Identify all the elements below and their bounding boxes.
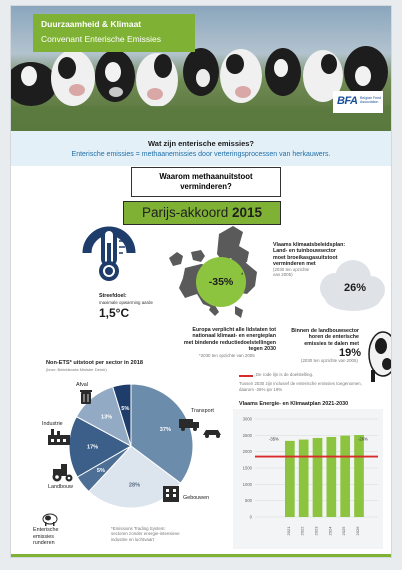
pie-footnote-1: *Emissions Trading System: — [111, 526, 166, 531]
pie-label-4: 17% — [86, 444, 99, 451]
pie-footnote-3: industrie en luchtvaart — [111, 536, 154, 542]
intro-banner — [11, 131, 391, 166]
flanders-note — [273, 267, 309, 278]
europe-percent-star: * — [241, 273, 244, 279]
why-line-2: verminderen? — [180, 182, 232, 191]
flanders-text-2: Land- en tuinbouwsector — [273, 248, 336, 255]
bar-ytick-2: 1000 — [242, 481, 252, 487]
intro-definition: Enterische emissies = methaanemissies door verteringsprocessen van herkauwers. — [71, 151, 331, 158]
bar-ytick-4: 2000 — [242, 449, 252, 455]
label-enterisch-1: Enterische — [33, 527, 59, 533]
legend-red-line — [239, 375, 253, 377]
why-box — [131, 167, 281, 197]
thermo-label-2: maximale opwarming aarde — [99, 300, 153, 305]
bar-chart-title: Vlaams Energie- en Klimaatplan 2021-2030 — [239, 401, 349, 407]
europe-text-2: nationaal klimaat- en energieplan — [192, 333, 276, 340]
livestock-text — [279, 328, 359, 347]
pie-label-1: 37% — [159, 426, 171, 433]
why-line-1: Waarom methaanuitstoot — [159, 172, 253, 181]
flanders-text-3: moet broeikasgasuitstoot — [273, 254, 338, 261]
bar-ytick-1: 500 — [245, 498, 252, 504]
label-landbouw: Landbouw — [48, 484, 73, 490]
livestock-text-1: Binnen de landbouwsector — [291, 328, 359, 334]
bar-annotation-left: -35% — [269, 436, 279, 442]
bar-2026 — [354, 435, 364, 517]
europe-text-1: Europa verplicht alle lidstaten tot — [192, 327, 276, 333]
bar-ytick-0: 0 — [249, 514, 252, 520]
label-enterisch-2: emissies — [33, 533, 54, 540]
europe-text — [166, 327, 276, 352]
hero-photo — [11, 6, 391, 131]
pie-label-6: 5% — [121, 405, 130, 412]
bar-2022 — [299, 440, 309, 517]
bar-xlabel-2026: 2026 — [355, 526, 361, 536]
pie-label-5: 13% — [100, 414, 113, 421]
bar-ytick-5: 2500 — [242, 432, 252, 438]
legend-text-1: De rode lijn is de doelstelling. — [256, 372, 314, 377]
header-title-box — [33, 14, 195, 52]
bar-annotation-right: -26% — [358, 436, 368, 442]
livestock-text-2: horen de enterische — [308, 334, 359, 341]
legend-text-3: daarom -26% ipv 19% — [239, 387, 283, 392]
bar-2024 — [327, 437, 337, 517]
pie-label-3: 5% — [96, 467, 105, 474]
europe-percent: -35% — [208, 276, 234, 288]
intro-question: Wat zijn enterische emissies? — [147, 139, 254, 148]
thermometer-icon — [79, 221, 139, 283]
bottom-accent-bar — [11, 554, 391, 558]
flanders-text-4: verminderen met — [273, 260, 316, 267]
logo-mark: BFA — [337, 95, 358, 107]
logo-text: Belgian Feed Association — [360, 96, 382, 105]
bfa-logo — [333, 91, 383, 113]
bar-2025 — [340, 436, 350, 517]
bar-ytick-6: 3000 — [242, 416, 252, 422]
flanders-note-2: van 2005) — [273, 272, 293, 278]
paris-year: 2015 — [232, 205, 263, 220]
bar-2021 — [285, 441, 295, 517]
europe-text-4: tegen 2030 — [248, 345, 276, 352]
paris-label: Parijs-akkoord — [141, 205, 229, 220]
europe-note: *2030 ten opzichte van 2005 — [199, 353, 255, 358]
bar-2023 — [313, 438, 323, 517]
pie-footnote-2: sectoren zonder energie-intensieve — [111, 531, 180, 537]
cow-icon — [361, 324, 392, 384]
building-icon — [161, 486, 181, 502]
bar-xlabel-2023: 2023 — [313, 526, 319, 536]
europe-text-3: met bindende reductiedoelstellingen — [183, 339, 276, 346]
pie-title: Non-ETS* uitstoot per sector in 2018 — [46, 360, 143, 366]
bar-ytick-3: 1500 — [242, 465, 252, 471]
thermo-value: 1,5°C — [99, 306, 130, 320]
bar-xlabel-2025: 2025 — [341, 526, 347, 536]
bar-xlabel-2021: 2021 — [285, 526, 291, 536]
flanders-note-1: (2030 ten opzichte — [273, 267, 310, 272]
factory-icon — [48, 429, 70, 445]
label-transport: Transport — [191, 408, 214, 414]
header-subtitle: Convenant Enterische Emissies — [41, 34, 162, 44]
thermo-label-1: Streefdoel: — [99, 293, 127, 299]
livestock-note: (2030 ten opzichte van 2005) — [301, 358, 358, 363]
pie-subtitle: (bron: Beleidsnota Minister Demir) — [46, 367, 107, 372]
flanders-percent: 26% — [343, 282, 367, 294]
paris-agreement-box — [123, 201, 281, 225]
livestock-percent: 19% — [339, 347, 362, 359]
label-industrie: Industrie — [42, 421, 63, 427]
label-gebouwen: Gebouwen — [183, 495, 210, 501]
flanders-text-1: Vlaams klimaatsbeleidsplan: — [273, 242, 346, 248]
livestock-text-3: emissies te dalen met — [304, 340, 359, 347]
bar-xlabel-2024: 2024 — [327, 526, 333, 536]
pie-footnote — [111, 526, 180, 542]
label-enterisch-3: runderen — [33, 540, 55, 547]
infographic-page — [10, 5, 392, 558]
cloud-icon — [317, 256, 387, 316]
label-afval: Afval — [76, 382, 88, 388]
legend-text-2: Tussen 2030 zijn inclusief de enterische emissies toegenomen, — [239, 381, 362, 386]
tractor-icon — [51, 464, 75, 482]
bar-xlabel-2022: 2022 — [299, 526, 305, 536]
header-title: Duurzaamheid & Klimaat — [41, 19, 142, 29]
truck-car-icon — [179, 417, 227, 439]
small-cow-icon — [41, 512, 59, 526]
pie-label-2: 28% — [128, 482, 141, 489]
europe-map-icon — [161, 224, 271, 329]
bin-icon — [79, 389, 93, 405]
bar-chart — [233, 409, 383, 549]
label-enterisch — [33, 527, 58, 547]
